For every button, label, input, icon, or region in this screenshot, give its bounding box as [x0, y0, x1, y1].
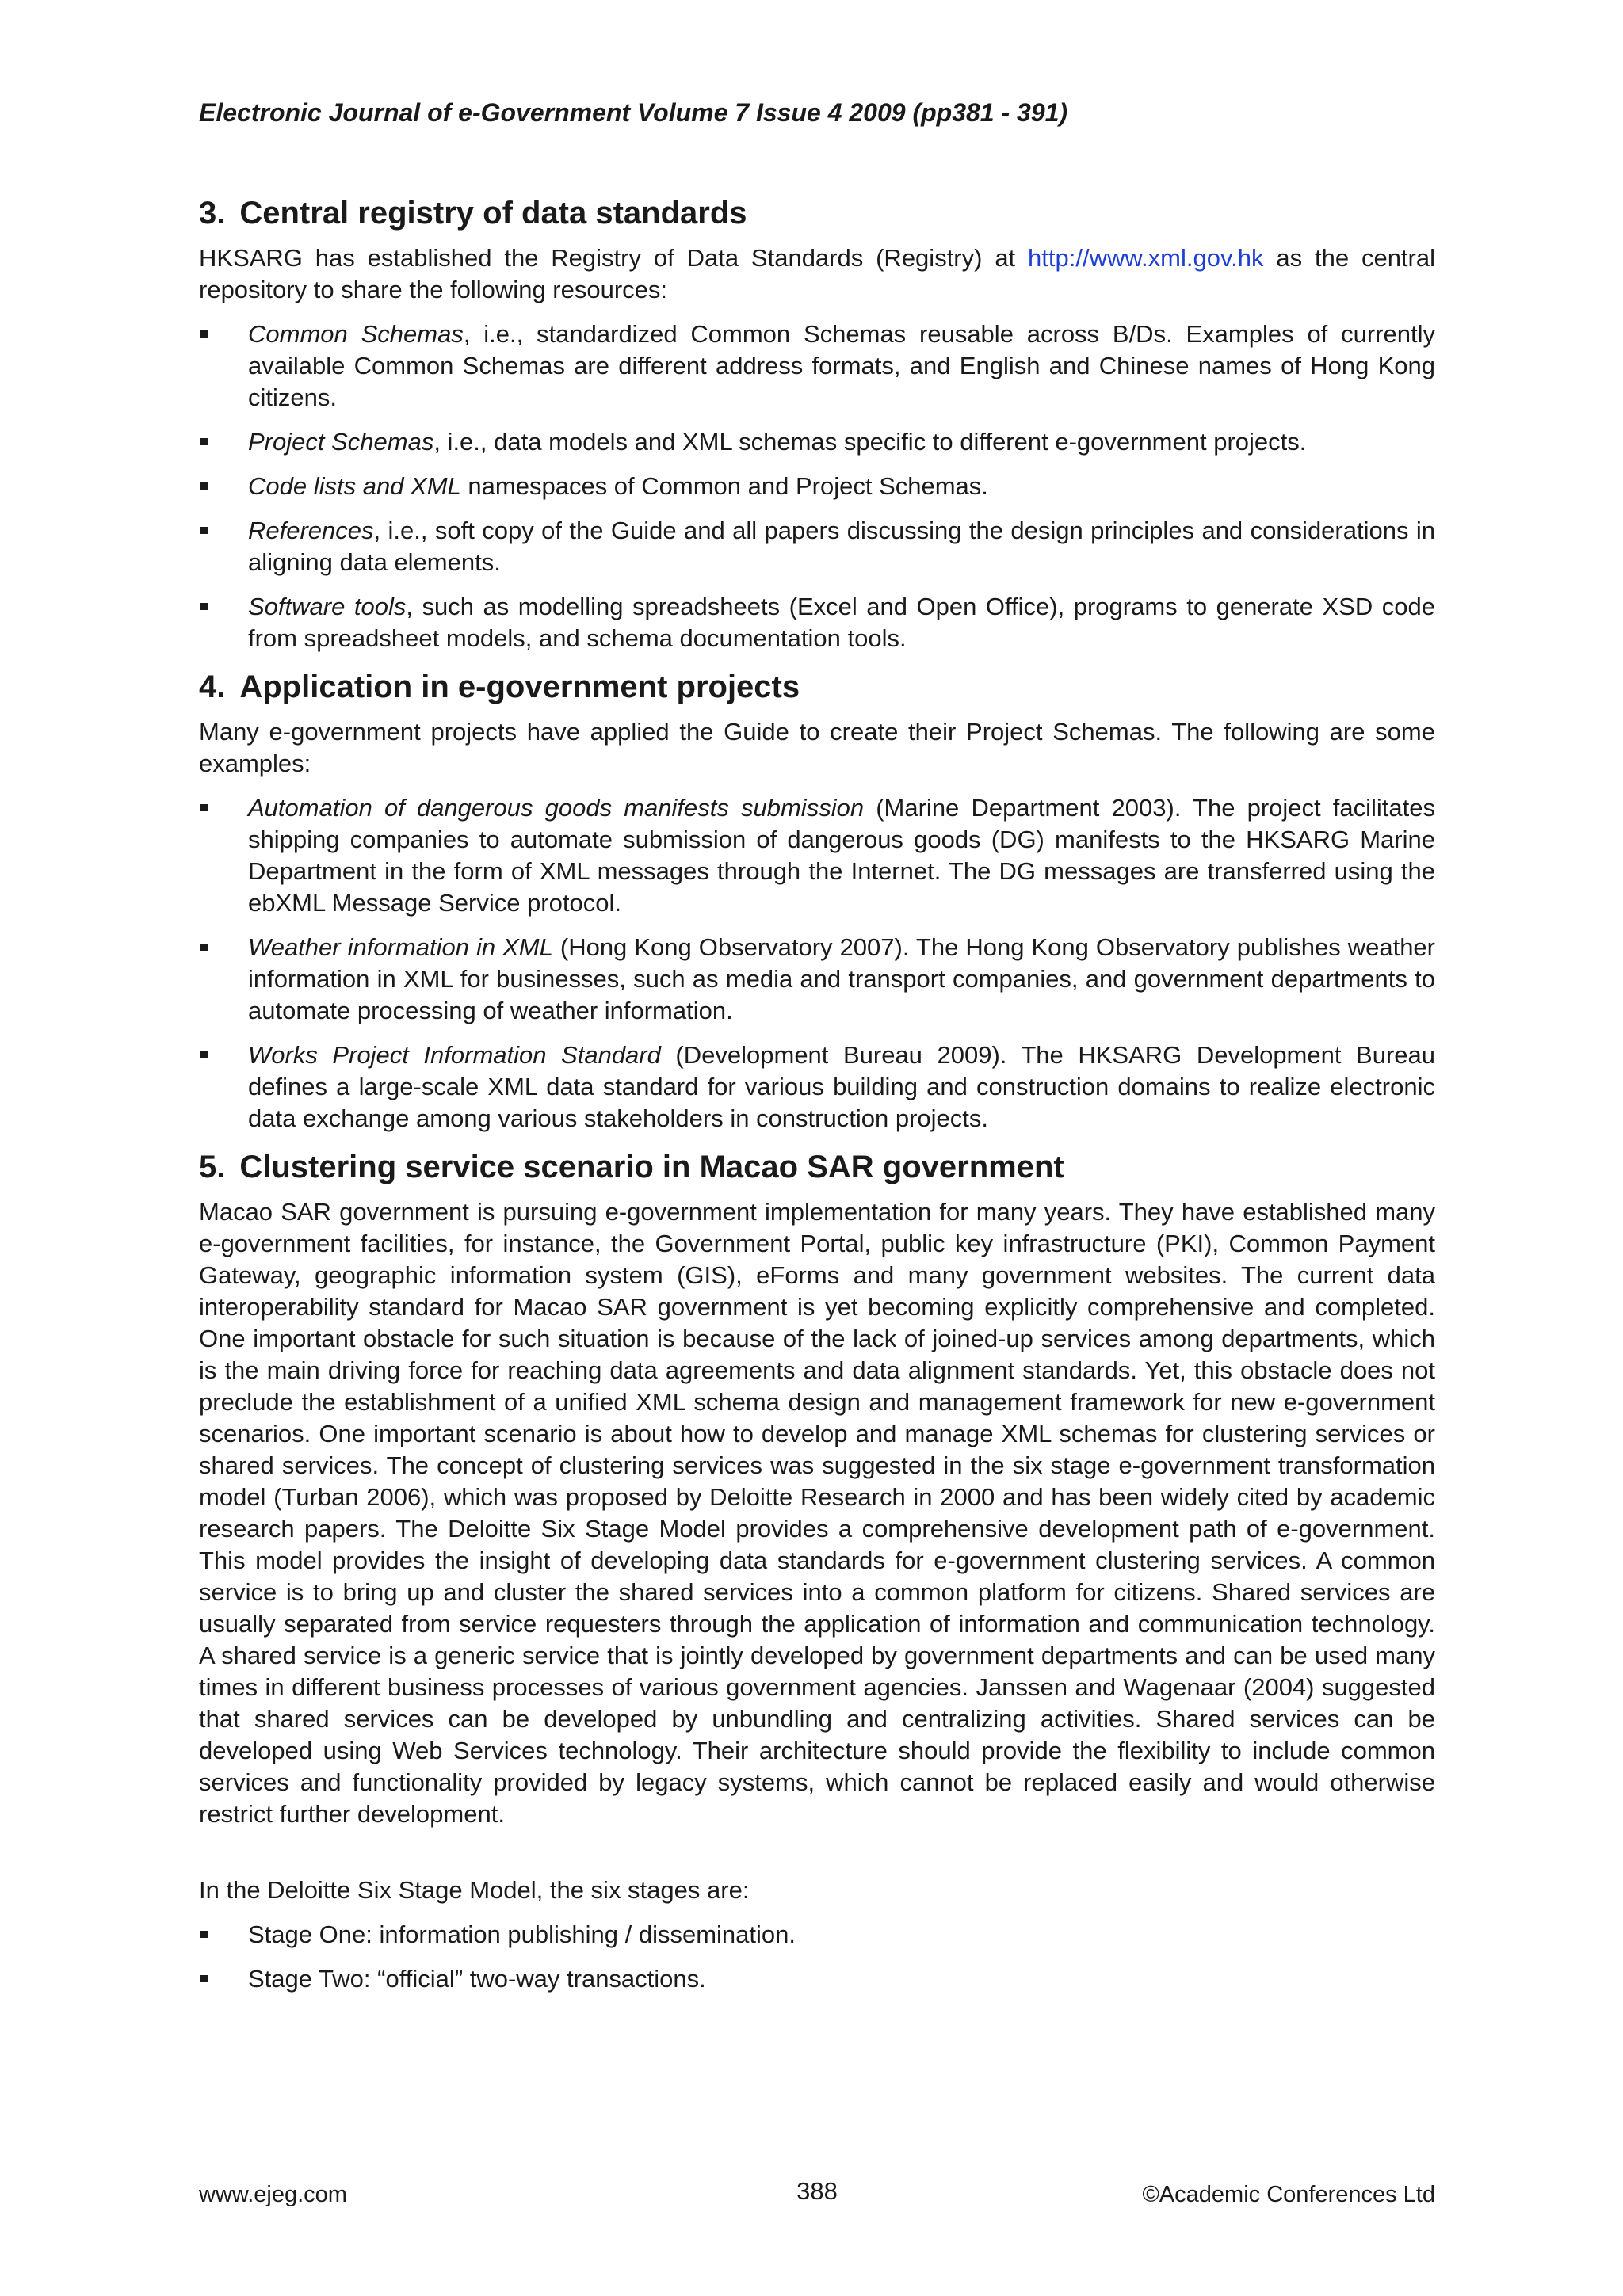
list-item — [199, 426, 1435, 458]
paragraph: In the Deloitte Six Stage Model, the six stages are: — [199, 1876, 750, 1904]
section-number: 3. — [199, 196, 226, 231]
running-head: Electronic Journal of e-Government Volume 7 Issue 4 2009 (pp381 - 391) — [199, 98, 1068, 127]
paragraph — [199, 242, 1435, 306]
section-heading — [199, 1147, 1435, 1187]
item-term: Software tools — [248, 593, 407, 620]
paragraph-gap — [199, 1843, 1435, 1875]
stage-list — [199, 1919, 1435, 1995]
section-number: 5. — [199, 1150, 226, 1184]
item-text: (Development Bureau 2009). The HKSARG Development Bureau defines a large-scale XML data standard for various building and construction domains to realize electronic data exchange among various stakeholders in construction projects. — [248, 1041, 1435, 1132]
item-text: , such as modelling spreadsheets (Excel and Open Office), programs to generate XSD code from spreadsheet models, and schema documentation tools. — [248, 593, 1435, 652]
item-text: (Marine Department 2003). The project facilitates shipping companies to automate submission of dangerous goods (DG) manifests to the HKSARG Marine Department in the form of XML messages through the Internet. The DG messages are transferred using the ebXML Message Service protocol. — [248, 794, 1435, 917]
section-title: Central registry of data standards — [239, 196, 747, 231]
section-number: 4. — [199, 669, 226, 704]
resource-list — [199, 318, 1435, 654]
list-item — [199, 1919, 1435, 1951]
page-footer — [199, 2179, 1435, 2210]
list-item — [199, 515, 1435, 578]
item-term: References — [248, 517, 374, 544]
section-heading — [199, 193, 1435, 233]
section-4 — [199, 667, 1435, 1135]
item-text: Stage Two: “official” two-way transactions. — [248, 1965, 706, 1993]
item-text: (Hong Kong Observatory 2007). The Hong Kong Observatory publishes weather information in XML for businesses, such as media and transport companies, and government departments to automate processing of weather information. — [248, 933, 1435, 1024]
bullet-square-icon — [200, 482, 208, 490]
paragraph: Many e-government projects have applied the Guide to create their Project Schemas. The following are some examples: — [199, 718, 1435, 777]
bullet-square-icon — [200, 330, 208, 338]
list-item — [199, 792, 1435, 919]
item-text: , i.e., soft copy of the Guide and all papers discussing the design principles and considerations in aligning data elements. — [248, 517, 1435, 576]
item-term: Works Project Information Standard — [248, 1041, 661, 1069]
item-term: Code lists and XML — [248, 472, 461, 500]
footer-website: www.ejeg.com — [199, 2182, 347, 2207]
item-text: , i.e., data models and XML schemas specific to different e-government projects. — [433, 428, 1307, 456]
item-text: , i.e., standardized Common Schemas reusable across B/Ds. Examples of currently available Common Schemas are different address formats, and English and Chinese names of Hong Kong citizens. — [248, 320, 1435, 411]
paragraph-text: as the central repository to share the following resources: — [199, 244, 1435, 303]
item-term: Weather information in XML — [248, 933, 553, 961]
bullet-square-icon — [200, 1975, 208, 1982]
paragraph: Macao SAR government is pursuing e-government implementation for many years. They have established many e-government facilities, for instance, the Government Portal, public key infrastructure (PKI), Common Payment Gateway, geographic information system (GIS), eForms and many government websites. The current data interoperability standard for Macao SAR government is yet becoming explicitly comprehensive and completed. One important obstacle for such situation is because of the lack of joined-up services among departments, which is the main driving force for reaching data agreements and data alignment standards. Yet, this obstacle does not preclude the establishment of a unified XML schema design and management framework for new e-government scenarios. One important scenario is about how to develop and manage XML schemas for clustering services or shared services. The concept of clustering services was suggested in the six stage e-government transformation model (Turban 2006), which was proposed by Deloitte Research in 2000 and has been widely cited by academic research papers. The Deloitte Six Stage Model provides a comprehensive development path of e-government. This model provides the insight of developing data standards for e-government clustering services. A common service is to bring up and cluster the shared services into a common platform for citizens. Shared services are usually separated from service requesters through the application of information and communication technology. A shared service is a generic service that is jointly developed by government departments and can be used many times in different business processes of various government agencies. Janssen and Wagenaar (2004) suggested that shared services can be developed by unbundling and centralizing activities. Shared services can be developed using Web Services technology. Their architecture should provide the flexibility to include common services and functionality provided by legacy systems, which cannot be replaced easily and would otherwise restrict further development. — [199, 1198, 1435, 1828]
registry-link[interactable]: http://www.xml.gov.hk — [1028, 244, 1264, 272]
footer-copyright: ©Academic Conferences Ltd — [1142, 2182, 1435, 2207]
bullet-square-icon — [200, 1051, 208, 1058]
bullet-square-icon — [200, 603, 208, 610]
bullet-square-icon — [200, 1931, 208, 1938]
bullet-square-icon — [200, 438, 208, 445]
list-item — [199, 591, 1435, 654]
page-number: 388 — [796, 2177, 838, 2205]
section-3 — [199, 193, 1435, 654]
list-item — [199, 1963, 1435, 1995]
item-term: Project Schemas — [248, 428, 434, 456]
section-5 — [199, 1147, 1435, 1995]
list-item — [199, 932, 1435, 1027]
list-item — [199, 318, 1435, 414]
item-term: Automation of dangerous goods manifests submission — [248, 794, 865, 822]
bullet-square-icon — [200, 944, 208, 951]
bullet-square-icon — [200, 804, 208, 811]
item-text: namespaces of Common and Project Schemas. — [460, 472, 988, 500]
paragraph-text: HKSARG has established the Registry of Data Standards (Registry) at — [199, 244, 1029, 272]
list-item — [199, 471, 1435, 502]
project-list — [199, 792, 1435, 1135]
item-term: Common Schemas — [248, 320, 464, 348]
section-title: Application in e-government projects — [239, 669, 800, 704]
page-content — [199, 193, 1435, 2008]
item-text: Stage One: information publishing / dissemination. — [248, 1920, 796, 1948]
bullet-square-icon — [200, 527, 208, 534]
section-heading — [199, 667, 1435, 707]
list-item — [199, 1039, 1435, 1135]
section-title: Clustering service scenario in Macao SAR government — [239, 1150, 1064, 1184]
